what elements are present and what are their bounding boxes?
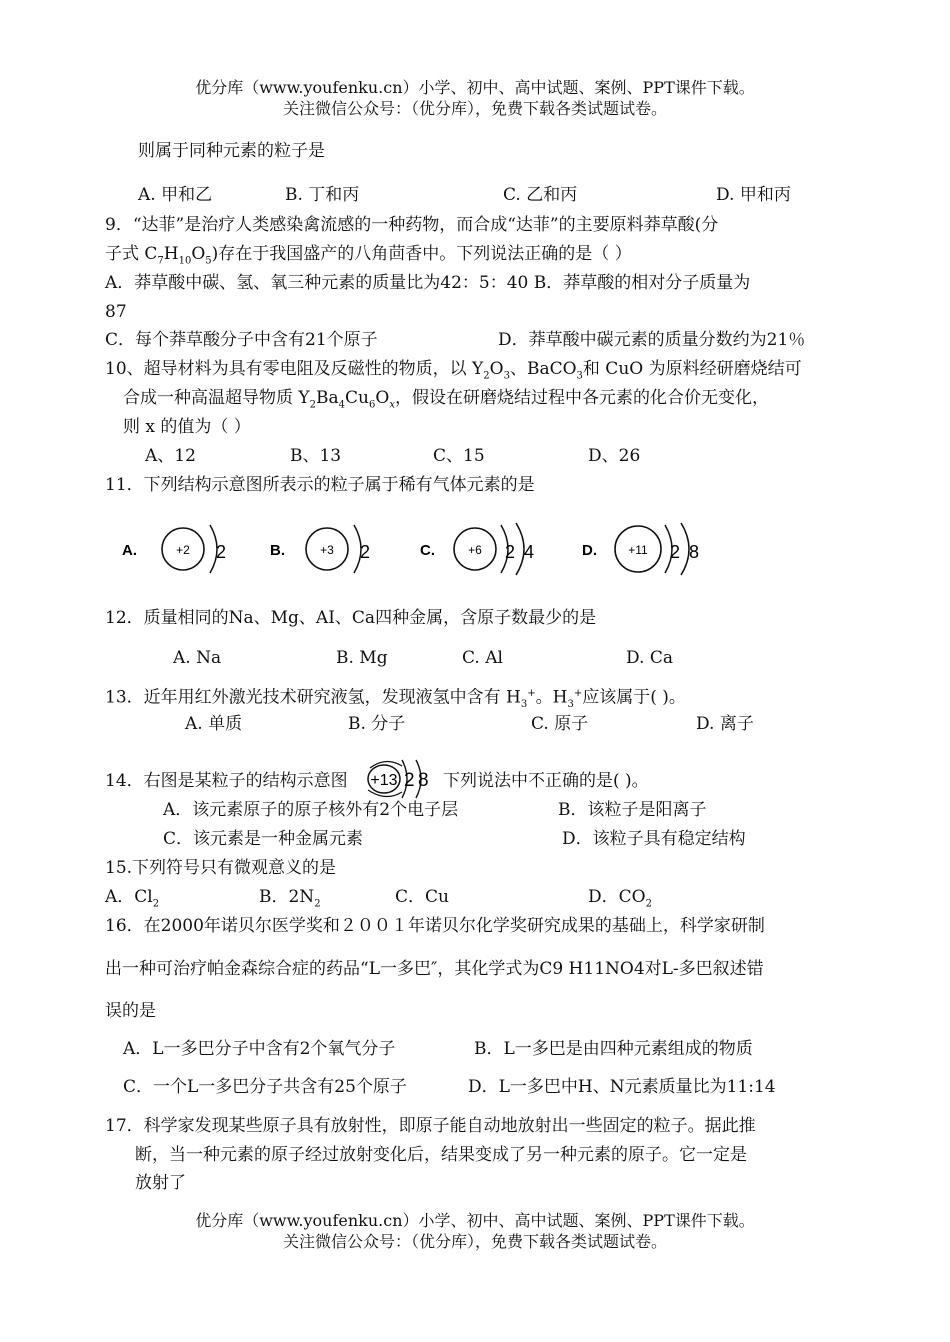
page-footer-line2: 关注微信公众号：（优分库），免费下载各类试题试卷。	[282, 1232, 667, 1251]
q9-stem-line2: 子式 $C_7H_{10}O_5$)存在于我国盛产的八角茴香中。下列说法正确的是（ ）	[105, 244, 632, 267]
q10-option-a: A、12	[145, 446, 196, 466]
q15-option-c: C．Cu	[395, 887, 449, 907]
q8-option-d: D. 甲和丙	[716, 185, 791, 205]
q11-diagram-b-charge: +3	[320, 543, 334, 557]
q17-stem-line3: 放射了	[135, 1173, 186, 1193]
q13-option-b: B. 分子	[348, 714, 406, 734]
q11-diagram-a-shell-1: 2	[216, 542, 227, 562]
q17-stem-line1: 17．科学家发现某些原子具有放射性，即原子能自动地放射出一些固定的粒子。据此推	[105, 1116, 756, 1136]
q11-stem: 11．下列结构示意图所表示的粒子属于稀有气体元素的是	[105, 475, 535, 495]
q11-diagram-c-charge: +6	[468, 543, 482, 557]
q15-option-d: D．$CO_2$	[588, 887, 652, 910]
q11-diagram-c-shell-arc-2	[516, 523, 524, 575]
q14-stem-b: 下列说法中不正确的是( )。	[443, 771, 649, 791]
q16-stem-line2: 出一种可治疗帕金森综合症的药品“L一多巴″，其化学式为C9 H11NO4对L-多巴叙述错	[105, 959, 764, 979]
q12-option-d: D. Ca	[626, 648, 673, 668]
q12-option-c: C. Al	[462, 648, 503, 668]
q11-diagram-c-shell-2: 4	[524, 542, 535, 562]
q11-diagram-c-shell-1: 2	[505, 542, 516, 562]
q14-diagram-shell-2: 8	[418, 770, 429, 791]
q16-option-b: B．L一多巴是由四种元素组成的物质	[474, 1039, 753, 1059]
q15-option-b: B．$2N_2$	[259, 887, 321, 910]
q14-diagram-shell-1: 2	[404, 770, 415, 791]
q9-option-c: C．每个莽草酸分子中含有21个原子	[105, 330, 378, 350]
q11-diagram-d-shell-1: 2	[670, 542, 681, 562]
q11-diagram-c-label: C.	[420, 542, 435, 559]
q14-diagram-charge: +13	[370, 772, 398, 789]
q10-stem-line1: 10、超导材料为具有零电阻及反磁性的物质，以 $Y_2O_3$、BaCO$_3$和 CuO 为原料经研磨烧结可	[105, 359, 802, 382]
q14-option-a: A．该元素原子的原子核外有2个电子层	[163, 800, 459, 820]
q10-stem-line2: 合成一种高温超导物质 $Y_2Ba_4Cu_6O_x$，假设在研磨烧结过程中各元素的化合价无变化，	[123, 388, 769, 411]
q16-option-c: C．一个L一多巴分子共含有25个原子	[123, 1077, 407, 1097]
q11-diagram-a-label: A.	[122, 542, 137, 559]
q11-diagram-a-charge: +2	[176, 543, 190, 557]
q14-option-c: C．该元素是一种金属元素	[163, 829, 364, 849]
q13-stem: 13．近年用红外激光技术研究液氢，发现液氢中含有 $H_3^+$。$H_3^+$应该属于( )。	[105, 687, 686, 711]
q8-option-b: B. 丁和丙	[285, 185, 360, 205]
q8-option-c: C. 乙和丙	[503, 185, 578, 205]
q14-stem-a: 14．右图是某粒子的结构示意图	[105, 771, 348, 791]
q11-diagram-d-charge: +11	[628, 543, 648, 557]
q14-option-d: D．该粒子具有稳定结构	[562, 829, 746, 849]
q10-option-c: C、15	[433, 446, 485, 466]
q12-option-b: B. Mg	[336, 648, 388, 668]
q8-stem-tail: 则属于同种元素的粒子是	[138, 141, 325, 161]
page-header-line1: 优分库（www.youfenku.cn）小学、初中、高中试题、案例、PPT课件下载。	[195, 78, 755, 97]
q9-stem-line1: 9．“达菲”是治疗人类感染禽流感的一种药物，而合成“达菲”的主要原料莽草酸(分	[105, 215, 719, 235]
q9-option-a-b: A．莽草酸中碳、氢、氧三种元素的质量比为42：5：40 B．莽草酸的相对分子质量为	[105, 273, 751, 293]
q11-diagram-d-shell-2: 8	[689, 542, 700, 562]
page-header-line2: 关注微信公众号：（优分库），免费下载各类试题试卷。	[282, 99, 667, 118]
q12-option-a: A. Na	[173, 648, 222, 668]
q13-option-c: C. 原子	[531, 714, 589, 734]
q15-option-a: A．$Cl_2$	[105, 887, 160, 910]
q17-stem-line2: 断，当一种元素的原子经过放射变化后，结果变成了另一种元素的原子。它一定是	[135, 1145, 747, 1165]
q8-option-a: A. 甲和乙	[138, 185, 213, 205]
q10-option-b: B、13	[290, 446, 342, 466]
q15-stem: 15.下列符号只有微观意义的是	[105, 858, 337, 878]
q10-option-d: D、26	[588, 446, 641, 466]
q10-stem-line3: 则 x 的值为（ ）	[123, 417, 251, 437]
q11-diagram-d-shell-arc-2	[681, 523, 689, 575]
q16-stem-line3: 误的是	[105, 1001, 156, 1021]
q9-option-b-cont: 87	[105, 302, 127, 322]
page-footer-line1: 优分库（www.youfenku.cn）小学、初中、高中试题、案例、PPT课件下载。	[195, 1211, 755, 1230]
q13-option-a: A. 单质	[185, 714, 243, 734]
q11-atomic-diagrams	[0, 515, 950, 585]
q13-option-d: D. 离子	[696, 714, 754, 734]
q16-option-d: D．L一多巴中H、N元素质量比为11:14	[468, 1077, 776, 1097]
q14-atomic-diagram	[364, 756, 434, 802]
q11-diagram-b-shell-1: 2	[360, 542, 371, 562]
q14-option-b: B．该粒子是阳离子	[558, 800, 707, 820]
q11-diagram-d-label: D.	[582, 542, 597, 559]
q16-option-a: A．L一多巴分子中含有2个氧气分子	[123, 1039, 396, 1059]
q12-stem: 12．质量相同的Na、Mg、AI、Ca四种金属，含原子数最少的是	[105, 608, 597, 628]
q16-stem-line1: 16．在2000年诺贝尔医学奖和２００１年诺贝尔化学奖研究成果的基础上，科学家研制	[105, 916, 765, 936]
q11-diagram-b-label: B.	[270, 542, 285, 559]
q9-option-d: D．莽草酸中碳元素的质量分数约为21％	[498, 330, 806, 350]
